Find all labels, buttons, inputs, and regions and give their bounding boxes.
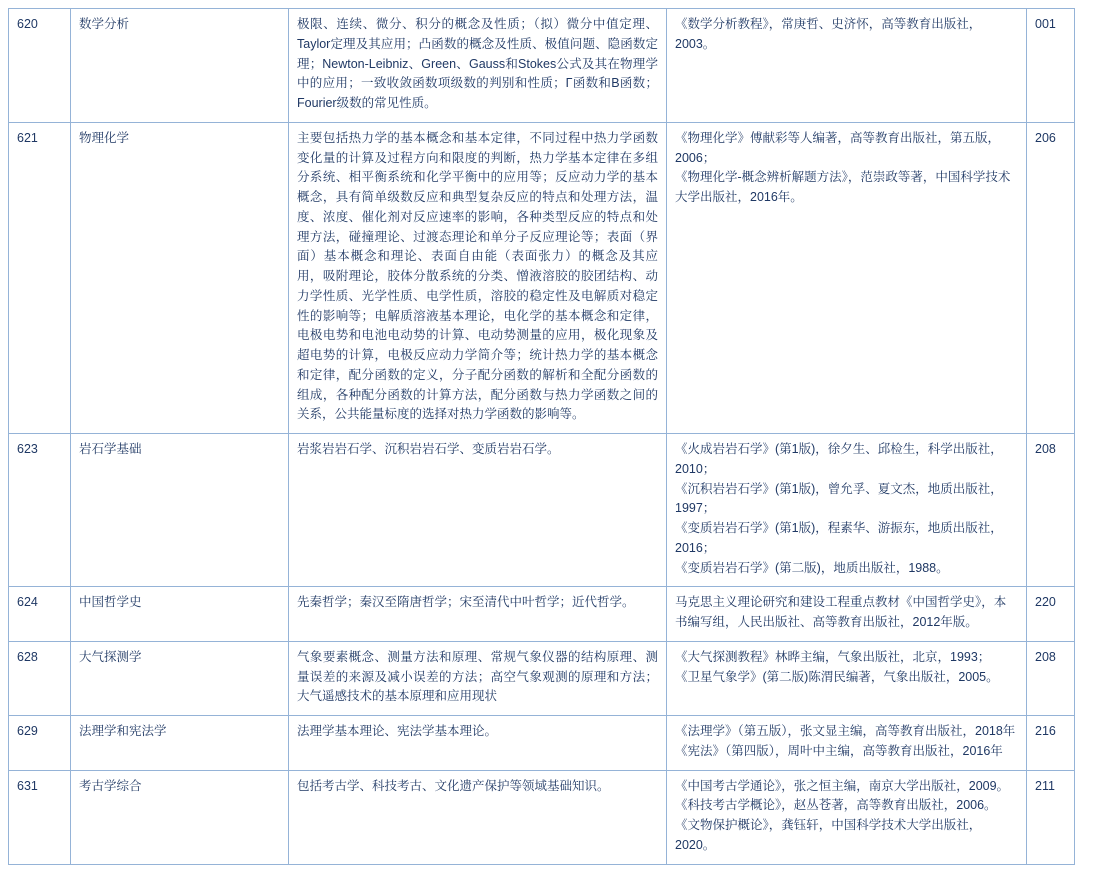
cell-reference-books — [667, 770, 1027, 864]
cell-reference-books — [667, 716, 1027, 771]
reference-line: 《沉积岩岩石学》(第1版)，曾允孚、夏文杰，地质出版社，1997； — [675, 481, 1003, 516]
cell-reference-books — [667, 122, 1027, 433]
reference-line: 《科技考古学概论》，赵丛苍著，高等教育出版社，2006。 — [675, 798, 997, 813]
cell-number: 001 — [1027, 9, 1075, 123]
cell-subject-code: 629 — [9, 716, 71, 771]
table-row — [9, 122, 1075, 433]
cell-exam-scope: 气象要素概念、测量方法和原理、常规气象仪器的结构原理、测量误差的来源及减小误差的方法；高空气象观测的原理和方法；大气遥感技术的基本原理和应用现状 — [289, 641, 667, 715]
cell-subject-name: 岩石学基础 — [71, 434, 289, 587]
reference-line: 马克思主义理论研究和建设工程重点教材《中国哲学史》，本书编写组，人民出版社、高等教育出版社，2012年版。 — [675, 595, 1007, 629]
reference-line: 《火成岩岩石学》(第1版)，徐夕生、邱检生，科学出版社，2010； — [675, 442, 1003, 476]
reference-line: 《文物保护概论》，龚钰轩，中国科学技术大学出版社，2020。 — [675, 818, 982, 852]
table-row — [9, 434, 1075, 587]
cell-number: 208 — [1027, 434, 1075, 587]
table-row — [9, 641, 1075, 715]
cell-reference-books — [667, 587, 1027, 642]
cell-exam-scope: 先秦哲学；秦汉至隋唐哲学；宋至清代中叶哲学；近代哲学。 — [289, 587, 667, 642]
cell-exam-scope: 主要包括热力学的基本概念和基本定律，不同过程中热力学函数变化量的计算及过程方向和限度的判断，热力学基本定律在多组分系统、相平衡系统和化学平衡中的应用等；反应动力学的基本概念，具有简单级数反应和典型复杂反应的特点和处理方法，温度、浓度、催化剂对反应速率的影响，各种类型反应的特点和处理方法，碰撞理论、过渡态理论和单分子反应理论等；表面（界面）基本概念和理论、表面自由能（表面张力）的概念及其应用，吸附理论，胶体分散系统的分类、憎液溶胶的胶团结构、动力学性质、光学性质、电学性质，溶胶的稳定性及电解质对稳定性的影响等；电解质溶液基本理论，电化学的基本概念和定律，电极电势和电池电动势的计算、电动势测量的应用，极化现象及超电势的计算，电极反应动力学简介等；统计热力学的基本概念和定律，配分函数的定义，分子配分函数的解析和全配分函数的组成，各种配分函数的计算方法，配分函数与热力学函数之间的关系，公共能量标度的选择对热力学函数的影响等。 — [289, 122, 667, 433]
cell-subject-name: 考古学综合 — [71, 770, 289, 864]
reference-line: 《大气探测教程》林晔主编，气象出版社，北京，1993； — [675, 649, 991, 664]
cell-number: 206 — [1027, 122, 1075, 433]
table-body — [9, 9, 1075, 865]
cell-reference-books — [667, 641, 1027, 715]
cell-exam-scope: 极限、连续、微分、积分的概念及性质；（拟）微分中值定理、Taylor定理及其应用；凸函数的概念及性质、极值问题、隐函数定理；Newton-Leibniz、Green、Gauss和Stokes公式及其在物理学中的应用；一致收敛函数项级数的判别和性质；Γ函数和B函数；Fourier级数的常见性质。 — [289, 9, 667, 123]
reference-line: 《变质岩岩石学》(第二版)，地质出版社，1988。 — [675, 560, 949, 575]
cell-number: 211 — [1027, 770, 1075, 864]
reference-line: 《物理化学》傅献彩等人编著，高等教育出版社，第五版，2006； — [675, 130, 1001, 165]
cell-subject-name: 中国哲学史 — [71, 587, 289, 642]
cell-number: 220 — [1027, 587, 1075, 642]
cell-subject-code: 628 — [9, 641, 71, 715]
reference-line: 《数学分析教程》，常庚哲、史济怀，高等教育出版社，2003。 — [675, 17, 982, 51]
cell-subject-name: 大气探测学 — [71, 641, 289, 715]
reference-line: 《宪法》（第四版），周叶中主编，高等教育出版社，2016年 — [675, 743, 1003, 758]
cell-subject-code: 631 — [9, 770, 71, 864]
reference-line: 《卫星气象学》(第二版)陈渭民编著，气象出版社，2005。 — [675, 669, 999, 684]
cell-subject-code: 621 — [9, 122, 71, 433]
cell-subject-code: 623 — [9, 434, 71, 587]
cell-exam-scope: 包括考古学、科技考古、文化遗产保护等领域基础知识。 — [289, 770, 667, 864]
cell-number: 208 — [1027, 641, 1075, 715]
cell-subject-name: 物理化学 — [71, 122, 289, 433]
reference-line: 《变质岩岩石学》(第1版)，程素华、游振东，地质出版社，2016； — [675, 521, 1003, 555]
cell-subject-name: 数学分析 — [71, 9, 289, 123]
cell-reference-books — [667, 434, 1027, 587]
cell-number: 216 — [1027, 716, 1075, 771]
cell-subject-name: 法理学和宪法学 — [71, 716, 289, 771]
exam-subject-table-page — [0, 8, 1110, 887]
exam-subject-table — [8, 8, 1075, 865]
cell-reference-books — [667, 9, 1027, 123]
table-row — [9, 587, 1075, 642]
reference-line: 《物理化学-概念辨析解题方法》，范崇政等著，中国科学技术大学出版社，2016年。 — [675, 170, 1011, 204]
table-row — [9, 770, 1075, 864]
cell-subject-code: 620 — [9, 9, 71, 123]
reference-line: 《法理学》（第五版），张文显主编，高等教育出版社，2018年 — [675, 724, 1016, 738]
reference-line: 《中国考古学通论》，张之恒主编，南京大学出版社，2009。 — [675, 778, 1010, 793]
cell-subject-code: 624 — [9, 587, 71, 642]
table-row — [9, 9, 1075, 123]
table-row — [9, 716, 1075, 771]
cell-exam-scope: 法理学基本理论、宪法学基本理论。 — [289, 716, 667, 771]
cell-exam-scope: 岩浆岩岩石学、沉积岩岩石学、变质岩岩石学。 — [289, 434, 667, 587]
